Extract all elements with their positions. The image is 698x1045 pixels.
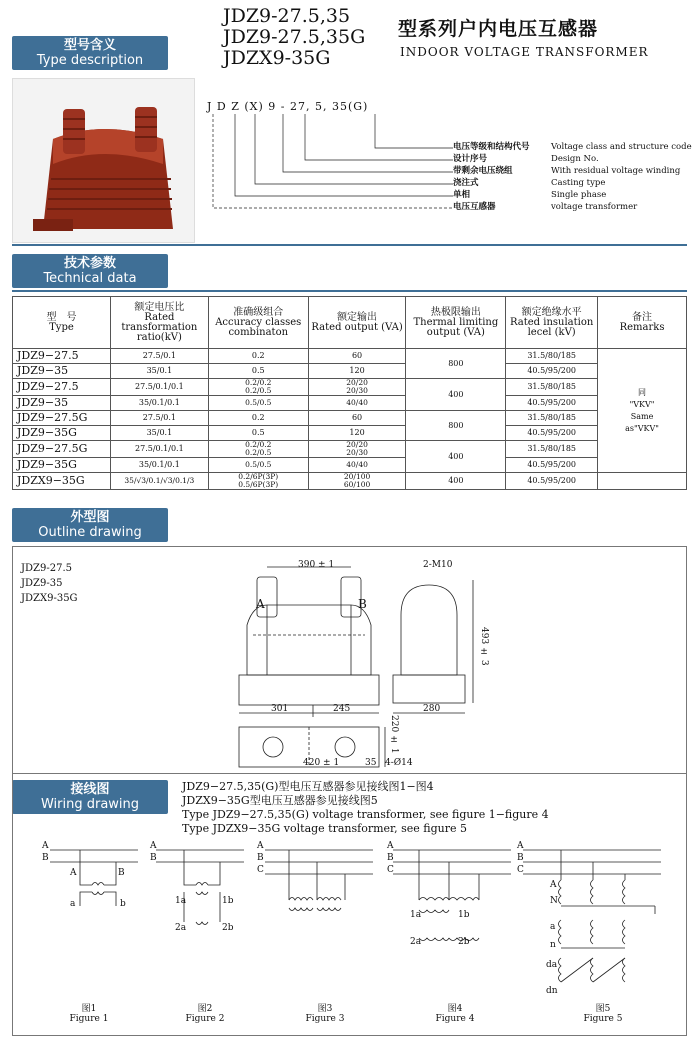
cell-ratio: 35/0.1 [110,426,208,441]
cell-accuracy: 0.2 [208,411,308,426]
model-lines [223,6,365,69]
cell-accuracy: 0.5 [208,426,308,441]
wiring-figure-5 [515,840,665,1010]
bus-a-label: A [517,841,524,851]
table-row [13,473,687,490]
caption-en: Figure 5 [583,1014,623,1024]
bus-b-label: B [42,853,49,863]
table-row [13,396,687,411]
remark-line: Same [630,411,654,421]
caption-cn: 图3 [317,1004,333,1014]
caption-en: Figure 4 [435,1014,475,1024]
header-remarks [598,297,687,349]
cell-ratio: 35/√3/0.1/√3/0.1/3 [110,473,208,490]
cell-accuracy: 0.2 [208,349,308,364]
technical-data-table [12,296,687,490]
model-line: JDZ9-27.5,35G [223,26,366,48]
cell-output: 60 [308,349,406,364]
model-line: JDZ9-27.5,35 [223,5,351,27]
figure-caption [64,1004,114,1024]
cell-output: 20/100 60/100 [308,473,406,490]
section-title-cn: 外型图 [70,510,110,525]
dim-width: 280 [423,704,441,714]
bus-c-label: C [387,865,394,875]
header-accuracy [208,297,308,349]
header-en: Rated insulation lecel (kV) [510,316,594,338]
caption-en: Figure 3 [305,1014,345,1024]
wiring-figure-4 [385,840,515,950]
legend-cn: 电压等级和结构代号 [453,142,530,152]
dim-top: 390 ± 1 [298,560,335,570]
cell-type: JDZ9−27.5 [13,349,111,364]
header-en: Rated output (VA) [311,321,403,333]
header-en: Thermal limiting output (VA) [413,316,499,338]
terminal-a-label: A [550,880,557,890]
table-row [13,411,687,426]
cell-ratio: 35/0.1/0.1 [110,396,208,411]
legend-cn: 浇注式 [453,178,479,188]
cell-accuracy: 0.5/0.5 [208,396,308,411]
bus-b-label: B [387,853,394,863]
legend-row [453,154,599,165]
section-tab-outline-drawing [12,508,168,542]
caption-cn: 图5 [595,1004,611,1014]
cell-insulation: 40.5/95/200 [506,426,598,441]
dim-left: 301 [271,704,289,714]
header-cn: 额定电压比 [134,301,185,313]
residual-dn-label: dn [546,986,558,996]
caption-en: Figure 2 [185,1014,225,1024]
header-cn: 型 号 [46,311,77,323]
dim-base: 420 ± 1 [303,758,340,768]
secondary-a-label: a [70,899,76,909]
legend-row [453,190,606,201]
cell-accuracy: 0.5 [208,364,308,379]
legend-en: Single phase [551,190,607,200]
secondary-a-label: a [550,922,556,932]
terminal-a-label: A [256,597,265,611]
secondary-2b-label: 2b [458,937,470,947]
cell-type: JDZ9−35 [13,396,111,411]
legend-en: Design No. [551,154,599,164]
secondary-2a-label: 2a [410,937,422,947]
remark-line: "VKV" [629,399,655,409]
cell-type: JDZ9−27.5G [13,441,111,458]
dim-bolt: 2-M10 [423,560,453,570]
cell-type: JDZ9−35 [13,364,111,379]
secondary-1b-label: 1b [222,896,234,906]
type-code: J D Z (X) 9 - 27, 5, 35(G) [207,100,369,113]
legend-en: Casting type [551,178,606,188]
secondary-1a-label: 1a [175,896,187,906]
header-ratio [110,297,208,349]
legend-row [453,202,637,213]
remark-line: as"VKV" [625,423,659,433]
wiring-note: Type JDZX9−35G voltage transformer, see figure 5 [182,822,467,835]
cell-type: JDZ9−35G [13,458,111,473]
cell-output: 40/40 [308,458,406,473]
residual-da-label: da [546,960,558,970]
dim-offset: 35 [365,758,377,768]
header-en: Rated transformation ratio(kV) [121,311,198,343]
model-line: JDZX9-35G [223,47,331,69]
section-tab-technical-data [12,254,168,288]
legend-cn: 单相 [453,190,471,200]
divider [12,290,687,292]
cell-type: JDZ9−27.5 [13,379,111,396]
wiring-note: Type JDZ9−27.5,35(G) voltage transformer, see figure 1−figure 4 [182,808,549,821]
figure-caption [180,1004,230,1024]
legend-en: voltage transformer [551,202,638,212]
section-title-en: Type description [36,53,144,68]
cell-insulation: 40.5/95/200 [506,458,598,473]
legend-row [453,166,680,177]
bus-c-label: C [257,865,264,875]
table-row [13,349,687,364]
cell-remarks [598,349,687,473]
cell-ratio: 35/0.1 [110,364,208,379]
section-title-cn: 接线图 [70,782,110,797]
bus-a-label: A [257,841,264,851]
secondary-1a-label: 1a [410,910,422,920]
cell-ratio: 27.5/0.1/0.1 [110,441,208,458]
secondary-2b-label: 2b [222,923,234,933]
terminal-b-label: B [118,868,125,878]
bus-b-label: B [150,853,157,863]
secondary-n-label: n [550,940,556,950]
figure-caption [430,1004,480,1024]
product-photo [12,78,195,243]
secondary-b-label: b [120,899,126,909]
dim-depth: 220 ± 1 [389,715,399,754]
bus-b-label: B [257,853,264,863]
header-en: Accuracy classes combinaton [215,316,302,338]
outline-drawing [233,555,493,770]
section-title-en: Technical data [43,271,137,286]
terminal-n-label: N [550,896,558,906]
cell-remarks-empty [598,473,687,490]
cell-insulation: 40.5/95/200 [506,396,598,411]
section-title-cn: 型号含义 [63,38,116,53]
section-title-cn: 技术参数 [63,256,116,271]
cell-accuracy: 0.2/0.2 0.2/0.5 [208,441,308,458]
bus-a-label: A [387,841,394,851]
wiring-figure-3 [255,840,375,930]
cell-ratio: 27.5/0.1/0.1 [110,379,208,396]
outline-model-list [21,561,78,606]
cell-output: 40/40 [308,396,406,411]
dim-holes: 4-Ø14 [385,758,413,768]
caption-en: Figure 1 [69,1014,109,1024]
cell-accuracy: 0.2/6P(3P) 0.5/6P(3P) [208,473,308,490]
cell-output: 20/20 20/30 [308,379,406,396]
divider [12,244,687,246]
header-output [308,297,406,349]
table-row [13,441,687,458]
wiring-note: JDZ9−27.5,35(G)型电压互感器参见接线图1−图4 [182,780,434,793]
bus-c-label: C [517,865,524,875]
dim-mid: 245 [333,704,351,714]
table-header-row [13,297,687,349]
bus-a-label: A [150,841,157,851]
table-row [13,379,687,396]
cell-accuracy: 0.5/0.5 [208,458,308,473]
cell-insulation: 31.5/80/185 [506,411,598,426]
header-cn: 额定输出 [337,311,378,323]
caption-cn: 图1 [81,1004,97,1014]
legend-en: With residual voltage winding [551,166,681,176]
page-title-cn: 型系列户内电压互感器 [398,18,599,40]
secondary-1b-label: 1b [458,910,470,920]
section-title-en: Wiring drawing [40,797,140,812]
legend-cn: 电压互感器 [453,202,496,212]
cell-ratio: 35/0.1/0.1 [110,458,208,473]
legend-cn: 设计序号 [453,154,488,164]
figure-caption [578,1004,628,1024]
outline-model: JDZ9-35 [21,578,63,589]
cell-ratio: 27.5/0.1 [110,411,208,426]
page-title-en: INDOOR VOLTAGE TRANSFORMER [400,45,649,59]
cell-insulation: 40.5/95/200 [506,473,598,490]
type-code-leader-lines [205,112,455,222]
cell-thermal: 800 [406,349,506,379]
bus-b-label: B [517,853,524,863]
bus-a-label: A [42,841,49,851]
legend-cn: 带剩余电压绕组 [453,166,513,176]
cell-insulation: 31.5/80/185 [506,441,598,458]
cell-insulation: 31.5/80/185 [506,349,598,364]
legend-row [453,178,605,189]
caption-cn: 图4 [447,1004,463,1014]
header-cn: 准确级组合 [233,306,284,318]
header-cn: 额定绝缘水平 [521,306,582,318]
outline-model: JDZX9-35G [21,593,78,604]
terminal-a-label: A [70,868,77,878]
cell-insulation: 40.5/95/200 [506,364,598,379]
secondary-2a-label: 2a [175,923,187,933]
cell-output: 120 [308,426,406,441]
section-tab-type-description [12,36,168,70]
figure-caption [300,1004,350,1024]
table-row [13,458,687,473]
table-row [13,426,687,441]
header-en: Type [49,321,74,333]
cell-ratio: 27.5/0.1 [110,349,208,364]
dim-height: 493 ± 3 [479,627,489,666]
legend-en: Voltage class and structure code [551,142,692,152]
cell-thermal: 400 [406,441,506,473]
cell-insulation: 31.5/80/185 [506,379,598,396]
section-title-en: Outline drawing [38,525,142,540]
header-type [13,297,111,349]
caption-cn: 图2 [197,1004,213,1014]
cell-thermal: 400 [406,473,506,490]
header-en: Remarks [619,321,665,333]
cell-thermal: 400 [406,379,506,411]
header-insulation [506,297,598,349]
cell-output: 20/20 20/30 [308,441,406,458]
cell-type: JDZX9−35G [13,473,111,490]
header-cn: 热极限输出 [430,306,481,318]
terminal-b-label: B [358,597,367,611]
cell-type: JDZ9−27.5G [13,411,111,426]
table-row [13,364,687,379]
cell-thermal: 800 [406,411,506,441]
legend-row [453,142,692,153]
cell-output: 60 [308,411,406,426]
header-cn: 备注 [632,311,653,323]
header-thermal [406,297,506,349]
outline-drawing-panel [12,546,687,774]
cell-accuracy: 0.2/0.2 0.2/0.5 [208,379,308,396]
cell-output: 120 [308,364,406,379]
outline-model: JDZ9-27.5 [21,563,72,574]
wiring-note: JDZX9−35G型电压互感器参见接线图5 [182,794,378,807]
cell-type: JDZ9−35G [13,426,111,441]
remark-line: 同 [638,387,647,397]
